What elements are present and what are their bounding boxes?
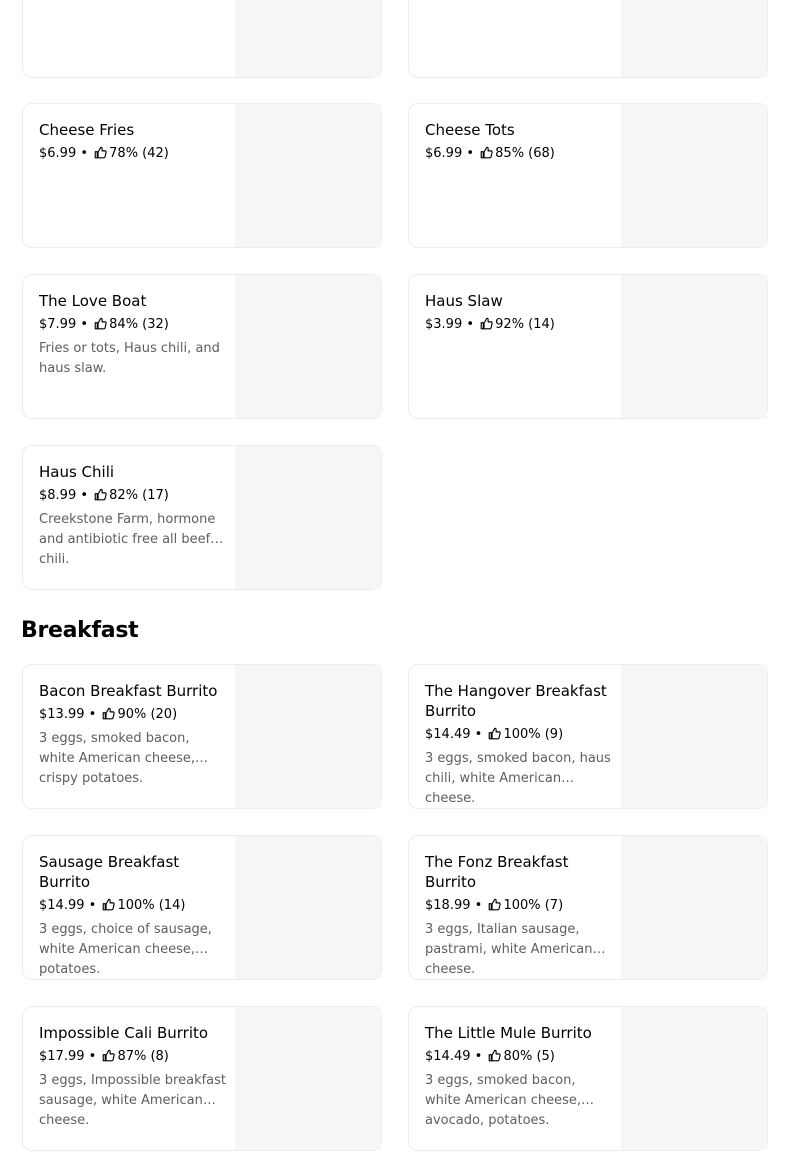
menu-item-image — [235, 446, 381, 589]
menu-item-title: Impossible Cali Burrito — [39, 1024, 209, 1042]
menu-item-image — [621, 104, 767, 247]
menu-item-card[interactable] — [22, 103, 382, 248]
menu-item-card[interactable] — [22, 274, 382, 419]
menu-item-rating: 100% (9) — [503, 727, 564, 742]
menu-item-card[interactable] — [408, 274, 768, 419]
menu-item-meta: $3.99 • 92% (14) — [425, 317, 555, 332]
menu-item-description: 3 eggs, Italian sausage, pastrami, white American cheese. — [425, 922, 593, 977]
menu-item-title: Haus Slaw — [425, 292, 503, 310]
menu-item-description: 3 eggs, smoked bacon, haus chili, white American cheese. — [425, 751, 611, 806]
menu-item-price: $14.99 — [39, 898, 85, 913]
menu-item-price: $7.99 — [39, 317, 77, 332]
menu-item-title: The Fonz Breakfast Burrito — [425, 853, 569, 891]
menu-item-title: The Love Boat — [39, 292, 147, 310]
menu-item-price: $17.99 — [39, 1049, 85, 1064]
menu-item-image — [235, 665, 381, 808]
menu-item-image — [235, 104, 381, 247]
menu-item-card[interactable] — [22, 1006, 382, 1151]
menu-item-rating: 87% (8) — [117, 1049, 169, 1064]
menu-item-title: Sausage Breakfast Burrito — [39, 853, 180, 891]
menu-item-card[interactable] — [22, 445, 382, 590]
menu-item-image — [621, 275, 767, 418]
thumbs-up-icon — [94, 317, 107, 330]
menu-item-card[interactable] — [408, 103, 768, 248]
menu-item-description: Fries or tots, Haus chili, and haus slaw. — [39, 341, 220, 376]
menu-item-price: $3.99 — [425, 317, 463, 332]
thumbs-up-icon — [488, 727, 501, 740]
menu-item-price: $18.99 — [425, 898, 471, 913]
menu-item-description: 3 eggs, choice of sausage, white American cheese, potatoes. — [39, 922, 212, 977]
menu-item-rating: 92% (14) — [495, 317, 555, 332]
menu-item-title: Haus Chili — [39, 463, 115, 481]
menu-item-rating: 100% (7) — [503, 898, 564, 913]
menu-item-price: $8.99 — [39, 488, 77, 503]
menu-item-description: 3 eggs, Impossible breakfast sausage, white American cheese. — [39, 1073, 227, 1128]
menu-item-rating: 85% (68) — [495, 146, 555, 161]
menu-item-meta: $14.99 • 100% (14) — [39, 898, 186, 913]
thumbs-up-icon — [94, 146, 107, 159]
menu-item-card-partial[interactable] — [22, 0, 382, 78]
menu-item-meta: $18.99 • 100% (7) — [425, 898, 564, 913]
menu-item-description: 3 eggs, smoked bacon, white American cheese, avocado, potatoes. — [425, 1073, 581, 1128]
menu-item-price: $14.49 — [425, 727, 471, 742]
menu-item-price: $13.99 — [39, 707, 85, 722]
menu-item-description: Creekstone Farm, hormone and antibiotic free all beef chili. — [39, 512, 216, 567]
menu-item-rating: 78% (42) — [109, 146, 169, 161]
menu-item-meta: $6.99 • 85% (68) — [425, 146, 555, 161]
thumbs-up-icon — [94, 488, 107, 501]
menu-item-image — [235, 275, 381, 418]
menu-item-meta: $13.99 • 90% (20) — [39, 707, 178, 722]
menu-item-meta: $8.99 • 82% (17) — [39, 488, 169, 503]
menu-item-rating: 100% (14) — [117, 898, 186, 913]
menu-item-price: $6.99 — [39, 146, 77, 161]
thumbs-up-icon — [102, 707, 115, 720]
thumbs-up-icon — [480, 317, 493, 330]
section-heading-breakfast: Breakfast — [21, 618, 139, 643]
menu-item-meta: $14.49 • 80% (5) — [425, 1049, 555, 1064]
thumbs-up-icon — [102, 1049, 115, 1062]
menu-item-meta: $14.49 • 100% (9) — [425, 727, 564, 742]
menu-item-rating: 80% (5) — [503, 1049, 555, 1064]
menu-item-price: $6.99 — [425, 146, 463, 161]
menu-item-rating: 84% (32) — [109, 317, 169, 332]
menu-item-price: $14.49 — [425, 1049, 471, 1064]
menu-item-rating: 82% (17) — [109, 488, 169, 503]
menu-item-meta: $6.99 • 78% (42) — [39, 146, 169, 161]
menu-item-title: The Little Mule Burrito — [425, 1024, 592, 1042]
menu-item-image — [621, 836, 767, 979]
menu-item-card[interactable] — [22, 835, 382, 980]
thumbs-up-icon — [480, 146, 493, 159]
menu-item-card[interactable] — [408, 1006, 768, 1151]
thumbs-up-icon — [488, 898, 501, 911]
menu-item-title: The Hangover Breakfast Burrito — [425, 682, 607, 720]
menu-item-card[interactable] — [408, 664, 768, 809]
menu-item-title: Cheese Fries — [39, 121, 135, 139]
menu-item-image — [621, 1007, 767, 1150]
menu-item-rating: 90% (20) — [117, 707, 178, 722]
menu-item-description: 3 eggs, smoked bacon, white American cheese, crispy potatoes. — [39, 731, 195, 786]
menu-item-meta: $7.99 • 84% (32) — [39, 317, 169, 332]
menu-item-card[interactable] — [22, 664, 382, 809]
thumbs-up-icon — [102, 898, 115, 911]
menu-item-title: Bacon Breakfast Burrito — [39, 682, 218, 700]
menu-item-image — [235, 1007, 381, 1150]
menu-item-image — [235, 0, 381, 77]
menu-item-card[interactable] — [408, 835, 768, 980]
menu-item-image — [621, 0, 767, 77]
menu-item-card-partial[interactable] — [408, 0, 768, 78]
thumbs-up-icon — [488, 1049, 501, 1062]
menu-item-image — [621, 665, 767, 808]
menu-item-meta: $17.99 • 87% (8) — [39, 1049, 169, 1064]
menu-item-title: Cheese Tots — [425, 121, 515, 139]
menu-item-image — [235, 836, 381, 979]
